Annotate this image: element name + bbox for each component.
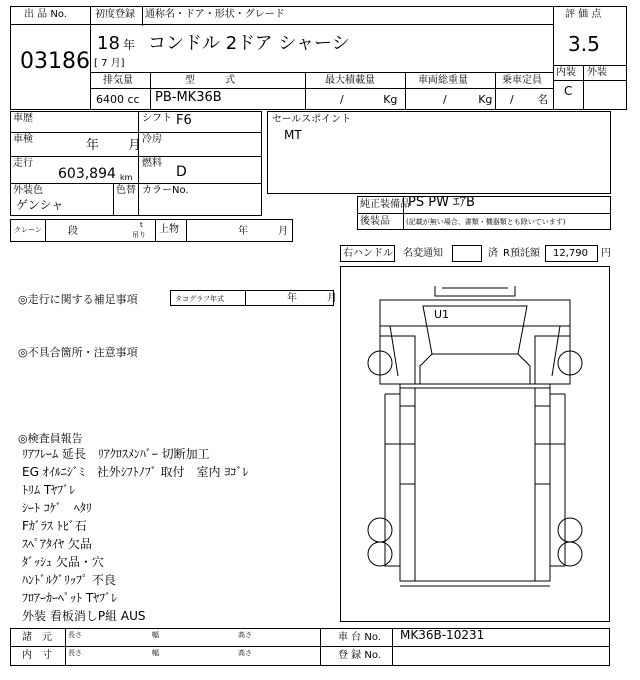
- report-line: ﾘｱﾌﾚｰﾑ 延長 ﾘｱｸﾛｽﾒﾝﾊﾞｰ 切断加工: [22, 447, 210, 461]
- mileage-unit: km: [120, 173, 133, 182]
- tacho-label: タコグラフ年式: [175, 295, 224, 303]
- report-line: Fｶﾞﾗｽ ﾄﾋﾞ石: [22, 519, 87, 533]
- equipment-label: 純正装備品: [360, 199, 410, 210]
- mileage-label: 走行: [13, 158, 33, 169]
- displacement: 6400 cc: [96, 93, 140, 106]
- height-label: 高さ: [238, 649, 252, 657]
- inspector-label: ◎検査員報告: [18, 432, 83, 445]
- first-reg-month: [ 7 月]: [94, 58, 125, 69]
- retrofit-label: 後装品: [360, 216, 390, 227]
- footer-frame: [10, 628, 610, 666]
- chassis-label: 車 台 No.: [338, 632, 381, 643]
- report-line: ﾌﾛｱｰｶｰﾍﾟｯﾄ Tﾔﾌﾞﾚ: [22, 591, 118, 605]
- vehicle-name: コンドル 2ドア シャーシ: [148, 33, 350, 54]
- shoyuan-label: 諸 元: [22, 632, 52, 643]
- crane-lift: 吊り: [132, 231, 146, 239]
- inspection-value: 年 月: [86, 138, 142, 153]
- model: PB-MK36B: [155, 90, 222, 105]
- damage-mark: U1: [434, 308, 450, 321]
- color-label: 外装色: [13, 185, 43, 196]
- vehicle-name-label: 通称名・ドア・形状・グレード: [145, 9, 285, 20]
- score-label: 評 価 点: [565, 9, 602, 20]
- fuel: D: [176, 164, 187, 180]
- max-load-label: 最大積載量: [325, 75, 375, 86]
- length-label: 長さ: [68, 649, 82, 657]
- top-label: 上物: [159, 224, 179, 235]
- color-no-label: カラーNo.: [142, 185, 189, 196]
- tax-prefix: 済: [488, 248, 498, 259]
- lot-no: 03186: [20, 49, 90, 74]
- width-label: 幅: [152, 649, 159, 657]
- report-line: 外装 看板消しP組 AUS: [22, 609, 146, 623]
- fuel-label: 燃料: [142, 158, 162, 169]
- year-unit: 年: [123, 38, 136, 52]
- report-line: ﾊﾝﾄﾞﾙｸﾞﾘｯﾌﾟ 不良: [22, 573, 116, 587]
- equipment: PS PW ｴｱB: [408, 195, 475, 210]
- interior-label: 内装: [556, 67, 576, 78]
- gross-weight: / Kg: [443, 93, 493, 106]
- shift-label: シフト: [142, 113, 172, 124]
- displacement-label: 排気量: [103, 75, 133, 86]
- tax-unit: 円: [601, 248, 611, 259]
- sales-point: MT: [284, 128, 302, 142]
- color: ゲンシャ: [16, 198, 64, 212]
- reg-label: 登 録 No.: [338, 650, 381, 661]
- lot-no-label: 出 品 No.: [24, 9, 67, 20]
- truck-diagram: [340, 266, 610, 622]
- mileage: 603,894: [58, 166, 116, 182]
- report-line: ﾄﾘﾑ Tﾔﾌﾞﾚ: [22, 483, 76, 497]
- tax-label: R預託額: [503, 248, 540, 259]
- width-label: 幅: [152, 631, 159, 639]
- crane-t: t: [140, 221, 143, 229]
- top-value: 年 月: [238, 226, 288, 237]
- length-label: 長さ: [68, 631, 82, 639]
- tax-amount: 12,790: [553, 248, 588, 259]
- history-label: 車歴: [13, 113, 33, 124]
- first-reg-label: 初度登録: [95, 9, 135, 20]
- retrofit-note: (記載が無い場合、書類・機器類とも除いています): [406, 218, 566, 226]
- max-load: / Kg: [340, 93, 398, 106]
- driving-label: ◎走行に関する補足事項: [18, 293, 138, 306]
- crane-label: クレーン: [14, 226, 42, 234]
- interior-grade: C: [564, 84, 573, 98]
- score: 3.5: [568, 32, 600, 56]
- color-change-label: 色替: [116, 185, 136, 196]
- first-reg-year: 18: [97, 33, 120, 54]
- shift: F6: [176, 113, 192, 128]
- crane-stage: 段: [68, 226, 78, 237]
- gross-weight-label: 車両総重量: [418, 75, 468, 86]
- ac-label: 冷房: [142, 134, 162, 145]
- height-label: 高さ: [238, 631, 252, 639]
- report-line: ｼｰﾄ ｺｹﾞ ﾍﾀﾘ: [22, 501, 92, 515]
- tacho-value: 年 月: [287, 293, 337, 304]
- naisun-label: 内 寸: [22, 650, 52, 661]
- report-line: ﾀﾞｯｼｭ 欠品・穴: [22, 555, 104, 569]
- chassis-no: MK36B-10231: [400, 628, 485, 642]
- model-label: 型 式: [185, 75, 235, 86]
- report-line: ｽﾍﾟｱﾀｲﾔ 欠品: [22, 537, 92, 551]
- rhd: 右ハンドル: [343, 248, 393, 259]
- exterior-label: 外装: [587, 67, 607, 78]
- inspection-label: 車検: [13, 134, 33, 145]
- capacity: / 名: [510, 93, 549, 106]
- sales-point-label: セールスポイント: [272, 114, 352, 125]
- name-change-box: [452, 245, 482, 262]
- report-line: EG ｵｲﾙﾆｼﾞﾐ 社外ｼﾌﾄﾉﾌﾞ 取付 室内 ﾖｺﾞﾚ: [22, 465, 249, 479]
- name-change-label: 名変通知: [403, 248, 443, 259]
- defects-label: ◎不具合箇所・注意事項: [18, 346, 138, 359]
- capacity-label: 乗車定員: [502, 75, 542, 86]
